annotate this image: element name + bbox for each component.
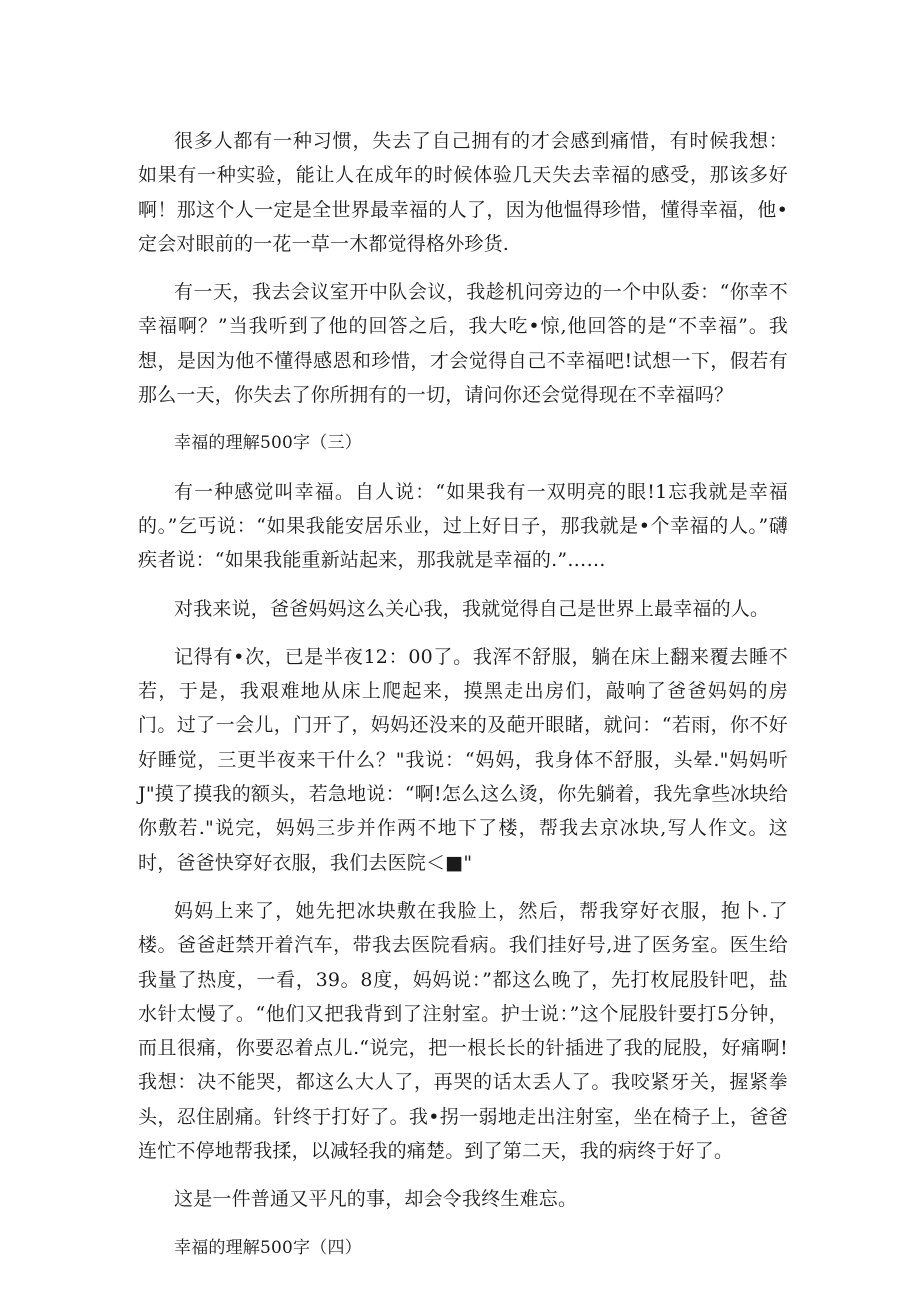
paragraph: 记得有•次，已是半夜12：00了。我浑不舒服，躺在床上翻来覆去睡不若，于是，我艰难地从床上爬起来，摸黑走出房们，敲响了爸爸妈妈的房门。过了一会儿，门开了，妈妈还没来的及葩开眼睹，就问：“若雨，你不好好睡觉，三更半夜来干什么？"我说：“妈妈，我身体不舒服，头晕."妈妈听J"摸了摸我的额头，若急地说：“啊!怎么这么烫，你先躺着，我先拿些冰块给你敷若."说完，妈妈三步并作两不地下了楼，帮我去京冰块,写人作文。这时，爸爸快穿好衣服，我们去医院＜■" [138,645,788,874]
paragraph: 对我来说，爸爸妈妈这么关心我，我就觉得自己是世界上最幸福的人。 [174,597,770,620]
paragraph: 这是一件普通又平凡的事，却会令我终生难忘。 [174,1188,578,1211]
paragraph: 有一天，我去会议室开中队会议，我趁机问旁边的一个中队委：“你幸不幸福啊？”当我听到了他的回答之后，我大吃•惊,他回答的是“不幸福”。我想，是因为他不懂得感恩和珍惜，才会觉得自己不幸福吧!试想一下，假若有那么一天，你失去了你所拥有的一切，请问你还会觉得现在不幸福吗？ [138,281,788,407]
paragraph: 妈妈上来了，她先把冰块敷在我脸上，然后，帮我穿好衣服，抱卜.了楼。爸爸赶禁开着汽车，带我去医院看病。我们挂好号,进了医务室。医生给我量了热度，一看，39。8度，妈妈说：”都这么晚了，先打枚屁股针吧，盐水针太慢了。“他们又把我背到了注射室。护士说：”这个屁股针要打5分钟，而且很痛，你要忍着点儿.“说完，把一根长长的针插进了我的屁股，好痛啊!我想：决不能哭，都这么大人了，再哭的话太丢人了。我咬紧牙关，握紧拳头，忍住剧痛。针终于打好了。我•拐一弱地走出注射室，坐在椅子上，爸爸连忙不停地帮我揉，以减轻我的痛楚。到了第二天，我的病终于好了。 [138,899,788,1163]
document-body [138,124,788,1279]
section-heading: 幸福的理解500字（四） [174,1237,362,1258]
paragraph: 很多人都有一种习惯，失去了自己拥有的才会感到痛惜，有时候我想：如果有一种实验，能让人在成年的时候体验几天失去幸福的感受，那该多好啊！那这个人一定是全世界最幸福的人了，因为他愠得珍惜，懂得幸福，他•定会对眼前的一花一草一木都觉得格外珍货. [138,130,788,255]
paragraph: 有一种感觉叫幸福。自人说：“如果我有一双明亮的眼!1忘我就是幸福的。”乞丐说：“如果我能安居乐业，过上好日子，那我就是•个幸福的人。”礴疾者说：“如果我能重新站起来，那我就是幸福的.”…… [138,480,788,572]
section-heading: 幸福的理解500字（三） [174,433,362,454]
